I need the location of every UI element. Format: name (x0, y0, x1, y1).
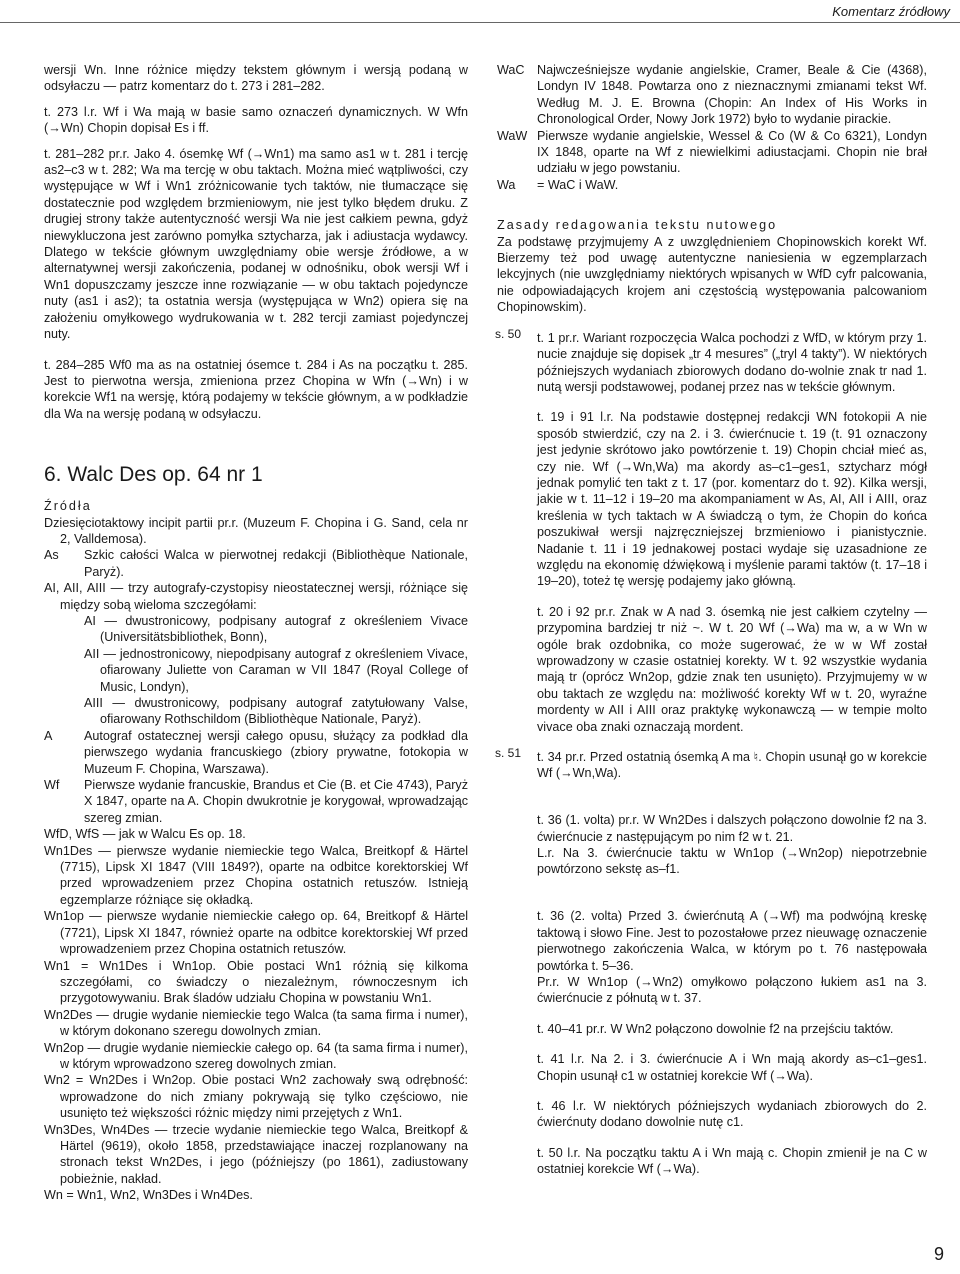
note (497, 604, 927, 735)
note (497, 796, 927, 878)
note-text: t. 41 l.r. Na 2. i 3. ćwierćnucie A i Wn mają akordy as–c1–ges1. Chopin usunął c1 w ostatniej korekcie Wf (→Wa). (537, 1052, 927, 1083)
source-key: Wf (44, 778, 60, 793)
note-text: t. 50 l.r. Na początku taktu A i Wn mają c. Chopin zmienił je na C w ostatniej korekcie Wf (→Wa). (537, 1145, 927, 1177)
edition-item: Wn2Des — drugie wydanie niemieckie tego Walca (ta sama firma i numer), w którym dokonano szeregu dowolnych zmian. (44, 1007, 468, 1039)
note (495, 746, 927, 782)
autograph-item: AIII — dwustronicowy, podpisany autograf zatytułowany Valse, ofiarowany Rothschildom (Bibliothèque Nationale, Paryż). (84, 696, 468, 727)
edition-item: Wn1 = Wn1Des i Wn1op. Obie postaci Wn1 różnią się kilkoma szczegółami, co świadczy o niezależnym, równoczesnym ich przygotowywaniu. Brak śladów udziału Chopina w powstaniu Wn1. (44, 958, 468, 1006)
note-text: t. 19 i 91 l.r. Na podstawie dostępnej redakcji WN fotokopii A nie sposób stwierdzić, czy na 2. i 3. ćwierćnucie t. 19 (t. 91 oznaczony jest jedynie skrótowo jako powtórzenie t. 19) Chopin chciał mieć as, czy nie. Wf (→Wn,Wa) ma akordy as–c1–ges1, sztycharz mógł jednak pomylić ten takt z t. 17 (por. komentarz do t. 92). Kilka wersji, jakie w t. 11–12 i 19–20 ma akompaniament w As, AI, AII i AIII, oraz kreślenia w tych taktach w A świadczą o tym, że Chopin do końca poszukiwał wersji najzręczniejszej brzmieniowo i pianistycznie. Nadanie t. 11 i 19 jednakowej postaci wydaje się uzasadnione ze względu na ekonomię dźwiękową i myślenie parami taktów (t. 17–18 i 19–20), toteż tę wersję podajemy jako główną. (537, 410, 927, 589)
note (497, 892, 927, 1007)
page-ref: s. 50 (495, 326, 522, 341)
source-text: = WaC i WaW. (537, 177, 619, 192)
edition-item: Wn = Wn1, Wn2, Wn3Des i Wn4Des. (44, 1188, 253, 1203)
sources-intro: Dziesięciotaktowy incipit partii pr.r. (Muzeum F. Chopina i G. Sand, cela nr 2, Valldemosa). (44, 515, 468, 546)
autograph-item: AI — dwustronicowy, podpisany autograf z określeniem Vivace (Universitätsbibliothek, Bonn), (84, 613, 468, 645)
note-text: t. 34 pr.r. Przed ostatnią ósemką A ma ♮. Chopin usunął go w korekcie Wf (→Wn,Wa). (537, 750, 927, 781)
note-text: t. 36 (1. volta) pr.r. W Wn2Des i dalszych połączono dowolnie f2 na 3. ćwierćnucie z następującym po nim f2 w t. 21. L.r. Na 3. ćwierćnucie taktu w Wn1op (→Wn2op) niepotrzebnie powtórzono sekstę as–f1. (537, 813, 927, 877)
note (497, 1021, 927, 1037)
sources-heading: Źródła (44, 499, 92, 514)
edition-item: Wn1Des — pierwsze wydanie niemieckie tego Walca, Breitkopf & Härtel (7715), Lipsk XI 1847 (VIII 1849?), oparte na odbitce korektorskiej Wf przed wprowadzeniem przez Chopina ostatnich retuszów. Istnieją egzemplarze różniące się okładką. (44, 843, 468, 907)
page-ref: s. 51 (495, 746, 522, 761)
source-text: Szkic całości Walca w pierwotnej redakcji (Bibliothèque Nationale, Paryż). (84, 548, 468, 579)
note (497, 1145, 927, 1178)
section-title: 6. Walc Des op. 64 nr 1 (44, 463, 263, 487)
autograph-item: AII — jednostronicowy, niepodpisany autograf z określeniem Vivace, ofiarowany Juliette von Caraman w VII 1847 (Royal College of Music, Londyn), (84, 646, 468, 694)
source-item: AI, AII, AIII — trzy autografy-czystopisy nieostatecznej wersji, różniące się między sobą wieloma szczegółami: (44, 581, 468, 612)
paragraph: t. 281–282 pr.r. Jako 4. ósemkę Wf (→Wn1) ma samo as1 w t. 281 i tercję as2–c3 w t. 282; Wa ma tercję w obu taktach. Można mieć wątpliwości, czy występujące w Wf i Wn1 zróżnicowanie tych taktów, nie tłumaczące się dostatecznie pod względem brzmieniowym, nie jest tylko błędem druku. Z drugiej strony także autentyczność wersji Wa nie jest całkiem pewna, gdyż niewykluczona jest zarówno pomyłka sztycharza, jak i adiustacja wydawcy. Dlatego w tekście głównym uwzględniamy obie wersje źródłowe, a w alternatywnej wersji zakończenia, podanej w odnośniku, obok wersji Wf i Wn1 dopuszczamy jeszcze inne rozwiązanie — w obu taktach pojedyncze nuty (as1 i as2); ta ostatnia wersja (występująca w Wn2) opiera się na założeniu omyłkowego wydrukowania w t. 282 tercji zamiast pojedynczej nuty. (44, 146, 468, 342)
paragraph: t. 273 l.r. Wf i Wa mają w basie samo oznaczeń dynamicznych. W Wfn (→Wn) Chopin dopisał Es i ff. (44, 104, 468, 136)
running-title: Komentarz źródłowy (832, 4, 950, 19)
edition-item: Wn3Des, Wn4Des — trzecie wydanie niemieckie tego Walca, Breitkopf & Härtel (9619), około 1858, przedstawiające inaczej rozplanowany na stronach tekst Wn2Des, i jego (późniejszy (po 1861), zadiustowany pobieżnie, nakład. (44, 1122, 468, 1186)
paragraph: t. 284–285 Wf0 ma as na ostatniej ósemce t. 284 i As na początku t. 285. Jest to pierwotna wersja, zmieniona przez Chopina w Wfn (→Wn) i w korekcie Wf1 na wersję, którą podajemy w tekście głównym, a w podkładzie dla Wa na wersję podaną w odsyłaczu. (44, 357, 468, 421)
source-key: As (44, 548, 59, 563)
source-text: Najwcześniejsze wydanie angielskie, Cramer, Beale & Cie (4368), Londyn IV 1848. Powtarza ono z nieznacznymi zmianami tekst Wf. Według M. J. E. Browna (Chopin: An Index of His Works in Chronological Order, Nowy Jork 1972) było to wydanie pirackie. (537, 63, 927, 127)
source-item (44, 547, 468, 580)
source-text: Autograf ostatecznej wersji całego opusu, służący za podkład dla pierwszego wydania francuskiego (zbiory prywatne, fotokopia w Muzeum F. Chopina, Warszawa). (84, 728, 468, 776)
principles-heading: Zasady redagowania tekstu nutowego (497, 218, 778, 233)
edition-item: WfD, WfS — jak w Walcu Es op. 18. (44, 827, 246, 842)
page-header (0, 0, 960, 26)
source-text: trzy autografy-czystopisy nieostatecznej wersji, różniące się między sobą wieloma szczegółami: (60, 581, 468, 612)
edition-item: Wn2 = Wn2Des i Wn2op. Obie postaci Wn2 zachowały swą odrębność: wprowadzone do nich zmiany pokrywają się tylko częściowo, nie usunięto też większości różnic między nimi przejętych z Wn1. (44, 1073, 468, 1121)
source-item (497, 62, 927, 128)
note-text: t. 20 i 92 pr.r. Znak w A nad 3. ósemką nie jest całkiem czytelny — przypomina bardziej tr niż ~. W t. 20 Wf (→Wa) ma w, a w Wn w ogóle brak ozdobnika, co może sugerować, że w w Wf został wprowadzony w czasie ostatniej korekty. W t. 92 wszystkie wydania mają tr (oprócz Wn2op, gdzie znak ten usunięto). Przyjmujemy w w obu taktach ze względu na: możliwość korekty Wf w t. 20, wyraźne mordenty w AII i AIII oraz praktykę wykonawczą — w tempie molto vivace oba znaki oznaczają mordent. (537, 604, 927, 734)
note-text: t. 46 l.r. W niektórych późniejszych wydaniach zbiorowych do 2. ćwierćnuty dodano dowolnie nutę c1. (537, 1098, 927, 1130)
page-number: 9 (933, 1243, 944, 1264)
left-column (44, 62, 468, 1204)
source-item (44, 777, 468, 826)
note-text: t. 36 (2. volta) Przed 3. ćwierćnutą A (→Wf) ma podwójną kreskę taktową i słowo Fine. Jest to pozostałowe przez nieuwagę oznaczenie pierwotnego zakończenia Walca, w którym po t. 76 następowała powtórka t. 5–36. Pr.r. W Wn1op (→Wn2) omyłkowo połączono łukiem as1 na 3. ćwierćnucie z półnutą w t. 37. (537, 909, 927, 1006)
edition-item: Wn2op — drugie wydanie niemieckie całego op. 64 (ta sama firma i numer), w którym wprowadzono szereg dowolnych zmian. (44, 1040, 468, 1071)
source-item (497, 128, 927, 177)
source-key: A (44, 728, 53, 743)
note (497, 409, 927, 589)
source-key: Wa (497, 177, 516, 192)
note (497, 1098, 927, 1131)
note (497, 1051, 927, 1084)
autograph-list (44, 613, 468, 728)
header-rule (0, 22, 960, 23)
source-key: WaW (497, 128, 528, 143)
right-column (497, 62, 927, 1178)
source-item (497, 177, 927, 193)
paragraph: wersji Wn. Inne różnice między tekstem głównym i wersją podaną w odsyłaczu — patrz komentarz do t. 273 i 281–282. (44, 63, 468, 94)
source-text: Pierwsze wydanie francuskie, Brandus et Cie (B. et Cie 4743), Paryż X 1847, oparte na A. Chopin dwukrotnie je korygował, wprowadzając szereg zmian. (84, 778, 468, 825)
source-item (44, 728, 468, 777)
source-key: AI, AII, AIII (44, 581, 106, 596)
note (495, 326, 927, 396)
principles-text: Za podstawę przyjmujemy A z uwzględnieniem Chopinowskich korekt Wf. Bierzemy też pod uwagę autentyczne naniesienia w egzemplarzach lekcyjnych (nie uwzględniamy niektórych wpisanych w WfD cyfr palcowania, nie odpowiadających krojem ani częstością występowania palcowaniom Chopinowskim). (497, 234, 927, 315)
source-key: WaC (497, 63, 525, 77)
edition-item: Wn1op — pierwsze wydanie niemieckie całego op. 64, Breitkopf & Härtel (7721), Lipsk XI 1847, również oparte na odbitce korektorskiej Wf przed wprowadzeniem przez Chopina ostatnich retuszów. (44, 909, 468, 957)
note-text: t. 1 pr.r. Wariant rozpoczęcia Walca pochodzi z WfD, w którym przy 1. nucie znajduje się dopisek „tr 4 mesures” („tryl 4 takty”). W niektórych późniejszych wydaniach zbiorowych dodano do-wolnie znak tr nad 1. nutą wersji podstawowej, podanej przez nas w tekście głównym. (537, 330, 927, 394)
note-text: t. 40–41 pr.r. W Wn2 połączono dowolnie f2 na przejściu taktów. (537, 1021, 894, 1036)
source-text: Pierwsze wydanie angielskie, Wessel & Co (W & Co 6321), Londyn IX 1848, oparte na Wf z niewielkimi adiustacjami. Chopin nie brał udziału w jego powstaniu. (537, 128, 927, 176)
